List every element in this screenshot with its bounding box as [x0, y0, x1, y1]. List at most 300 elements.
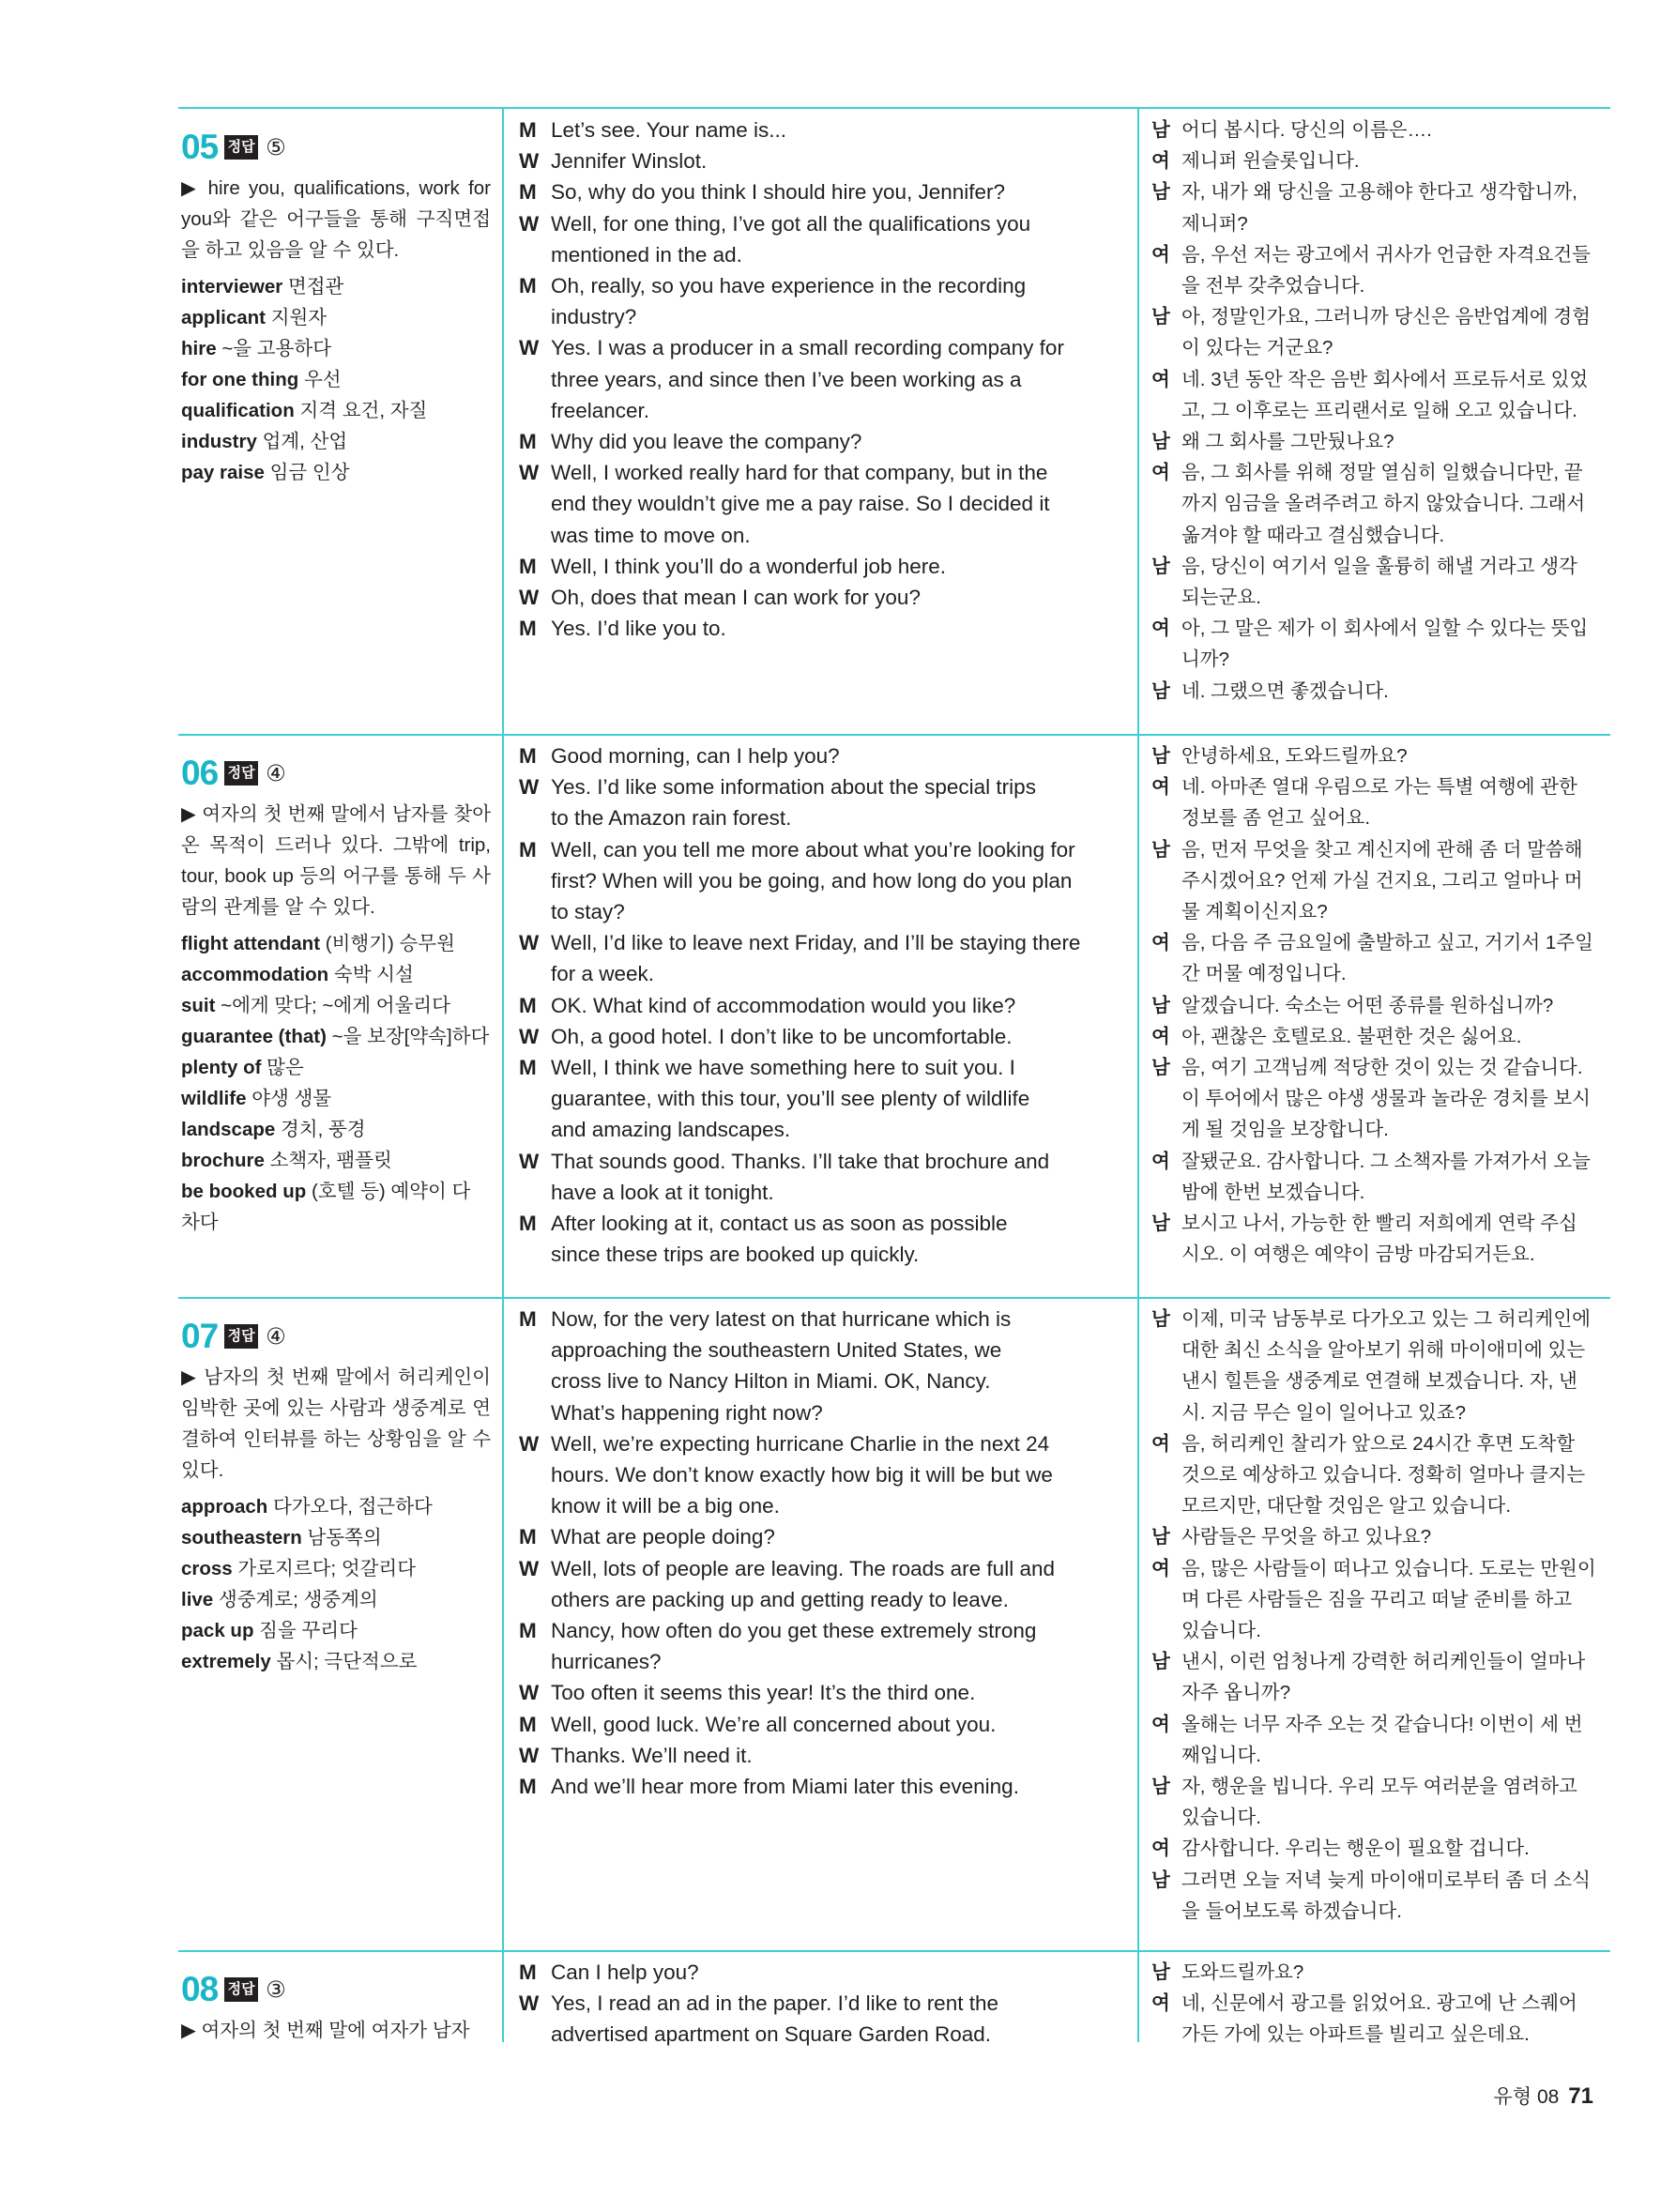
vocab-item: interviewer 면접관 [181, 276, 344, 297]
translation-line [1151, 1771, 1607, 1802]
vocab-item: accommodation 숙박 시설 [181, 964, 414, 985]
speaker-label [1151, 2019, 1181, 2050]
dialogue-line [519, 1957, 1120, 1988]
dialogue-line [519, 771, 1120, 802]
speaker-label [519, 301, 551, 332]
translation-line [1151, 1208, 1607, 1239]
dialogue-text: OK. What kind of accommodation would you like? [551, 993, 1016, 1017]
vocab-item: guarantee (that) ~을 보장[약속]하다 [181, 1026, 490, 1047]
translation-line [1151, 1490, 1607, 1521]
vocab-item: live 생중계로; 생중계의 [181, 1589, 378, 1610]
dialogue-line [519, 1584, 1120, 1615]
translation-text: 안녕하세요, 도와드릴까요? [1181, 745, 1408, 767]
dialogue-line [519, 270, 1120, 301]
dialogue-text: Well, I worked really hard for that company, but in the [551, 461, 1048, 485]
translation-line [1151, 176, 1607, 207]
translation-line [1151, 551, 1607, 582]
speaker-label [519, 958, 551, 989]
speaker-label [519, 1490, 551, 1521]
translation-line [1151, 1459, 1607, 1490]
translation-line [1151, 771, 1607, 802]
speaker-label: 여 [1151, 1432, 1170, 1455]
translation-text: 사람들은 무엇을 하고 있나요? [1181, 1526, 1432, 1548]
dialogue-text: three years, and since then I’ve been working as a [551, 367, 1022, 391]
translation-text: 제니퍼 윈슬롯입니다. [1181, 150, 1360, 173]
speaker-label [519, 1365, 551, 1396]
speaker-label [519, 1114, 551, 1145]
question-header [181, 740, 491, 799]
vocab-item: wildlife 야생 생물 [181, 1088, 332, 1109]
dialogue-text: Yes. I’d like some information about the special trips [551, 775, 1036, 800]
translation-text: 음, 많은 사람들이 떠나고 있습니다. 도로는 만원이 [1181, 1557, 1596, 1579]
section-divider [178, 734, 1610, 736]
translation-line [1151, 1021, 1607, 1052]
explanation-text: ▶ hire you, qualifications, work for you와 같은 어구들을 통해 구직면접을 하고 있음을 알 수 있다. [181, 177, 491, 261]
speaker-label: W [519, 1743, 540, 1767]
translation-text: 음, 허리케인 찰리가 앞으로 24시간 후면 도착할 [1181, 1432, 1576, 1455]
dialogue-text: Well, we’re expecting hurricane Charlie in the next 24 [551, 1431, 1050, 1456]
dialogue-column [519, 114, 1120, 644]
question-number: 05 [181, 128, 219, 166]
translation-text: 잘됐군요. 감사합니다. 그 소책자를 가져가서 오늘 [1181, 1150, 1591, 1172]
vocab-item: applicant 지원자 [181, 307, 328, 328]
vocab-item: plenty of 많은 [181, 1057, 304, 1078]
translation-line [1151, 1177, 1607, 1208]
dialogue-line [519, 1365, 1120, 1396]
translation-text: 네. 그랬으면 좋겠습니다. [1181, 679, 1389, 702]
translation-column [1151, 1304, 1607, 1927]
dialogue-line [519, 1335, 1120, 1365]
translation-text: 대한 최신 소식을 알아보기 위해 마이애미에 있는 [1181, 1339, 1586, 1362]
speaker-label: M [519, 1712, 537, 1736]
dialogue-text: and amazing landscapes. [551, 1118, 791, 1142]
speaker-label: M [519, 554, 537, 578]
speaker-label [1151, 1114, 1181, 1145]
dialogue-text: have a look at it tonight. [551, 1180, 774, 1204]
speaker-label [519, 520, 551, 551]
translation-line [1151, 958, 1607, 989]
translation-text: 이제, 미국 남동부로 다가오고 있는 그 허리케인에 [1181, 1308, 1591, 1330]
speaker-label [1151, 896, 1181, 927]
translation-line [1151, 395, 1607, 426]
speaker-label: 여 [1151, 1557, 1170, 1579]
speaker-label [1151, 1397, 1181, 1428]
vocab-item: approach 다가오다, 접근하다 [181, 1496, 433, 1518]
answer-mark: ④ [266, 760, 286, 786]
question-header [181, 1304, 491, 1362]
dialogue-text: Oh, does that mean I can work for you? [551, 586, 921, 610]
translation-line [1151, 613, 1607, 644]
dialogue-line [519, 1208, 1120, 1239]
translation-line [1151, 1957, 1607, 1988]
dialogue-line [519, 1052, 1120, 1083]
translation-text: 며 다른 사람들은 짐을 꾸리고 떠날 준비를 하고 [1181, 1588, 1573, 1610]
answer-badge: 정답 [224, 1324, 258, 1349]
speaker-label: M [519, 1056, 537, 1080]
dialogue-text: What’s happening right now? [551, 1400, 823, 1425]
dialogue-text: Yes. I was a producer in a small recording company for [551, 336, 1064, 360]
speaker-label: 여 [1151, 462, 1170, 484]
speaker-label: W [519, 1681, 540, 1705]
speaker-label [1151, 958, 1181, 989]
translation-line [1151, 1114, 1607, 1145]
dialogue-text: What are people doing? [551, 1525, 775, 1549]
speaker-label: M [519, 180, 537, 205]
dialogue-text: Well, I think we have something here to suit you. I [551, 1056, 1015, 1080]
vocab-item: cross 가로지르다; 엇갈리다 [181, 1558, 417, 1579]
dialogue-text: freelancer. [551, 398, 650, 422]
speaker-label [1151, 1459, 1181, 1490]
speaker-label: 남 [1151, 181, 1170, 204]
section-divider [178, 1297, 1610, 1299]
speaker-label: 여 [1151, 1025, 1170, 1047]
speaker-label: 남 [1151, 1776, 1170, 1798]
dialogue-line [519, 2019, 1120, 2050]
speaker-label [519, 802, 551, 833]
vocab-item: suit ~에게 맞다; ~에게 어울리다 [181, 995, 450, 1016]
dialogue-line [519, 145, 1120, 176]
speaker-label [519, 1083, 551, 1114]
speaker-label [1151, 1335, 1181, 1365]
speaker-label: 남 [1151, 994, 1170, 1016]
translation-text: 음, 그 회사를 위해 정말 열심히 일했습니다만, 끝 [1181, 462, 1583, 484]
speaker-label [1151, 395, 1181, 426]
dialogue-line [519, 740, 1120, 771]
translation-text: 음, 우선 저는 광고에서 귀사가 언급한 자격요건들 [1181, 243, 1591, 266]
translation-line [1151, 239, 1607, 270]
dialogue-text: mentioned in the ad. [551, 242, 742, 267]
dialogue-text: Well, good luck. We’re all concerned about you. [551, 1712, 997, 1736]
translation-line [1151, 1988, 1607, 2019]
translation-text: 보시고 나서, 가능한 한 빨리 저희에게 연락 주십 [1181, 1213, 1577, 1235]
translation-text: 감사합니다. 우리는 행운이 필요할 겁니다. [1181, 1838, 1530, 1860]
translation-line [1151, 1677, 1607, 1708]
section-divider [178, 107, 1610, 109]
translation-line [1151, 1521, 1607, 1552]
translation-line [1151, 740, 1607, 771]
translation-text: 가든 가에 있는 아파트를 빌리고 싶은데요. [1181, 2023, 1530, 2046]
answer-mark: ⑤ [266, 134, 286, 160]
speaker-label: 여 [1151, 1838, 1170, 1860]
speaker-label: 여 [1151, 150, 1170, 173]
speaker-label [519, 2019, 551, 2050]
speaker-label [1151, 1239, 1181, 1270]
translation-text: 그러면 오늘 저녁 늦게 마이애미로부터 좀 더 소식 [1181, 1869, 1591, 1891]
dialogue-line [519, 958, 1120, 989]
footer-label: 유형 08 [1493, 2086, 1560, 2108]
vocab-list [181, 271, 491, 488]
dialogue-text: to stay? [551, 900, 625, 924]
dialogue-text: Too often it seems this year! It’s the third one. [551, 1681, 976, 1705]
translation-line [1151, 865, 1607, 896]
speaker-label [519, 239, 551, 270]
translation-line [1151, 270, 1607, 301]
speaker-label: 여 [1151, 1150, 1170, 1172]
dialogue-line [519, 1177, 1120, 1208]
dialogue-text: was time to move on. [551, 523, 751, 547]
explanation-column [181, 1304, 491, 1677]
dialogue-text: Nancy, how often do you get these extremely strong [551, 1619, 1037, 1643]
speaker-label [519, 896, 551, 927]
vocab-list [181, 1491, 491, 1677]
dialogue-line [519, 802, 1120, 833]
translation-text: 자, 내가 왜 당신을 고용해야 한다고 생각합니까, [1181, 181, 1577, 204]
question-number: 08 [181, 1970, 219, 2008]
dialogue-text: Oh, a good hotel. I don’t like to be uncomfortable. [551, 1024, 1013, 1048]
translation-text: 을 들어보도록 하겠습니다. [1181, 1899, 1402, 1922]
translation-text: 정보를 좀 얻고 싶어요. [1181, 807, 1371, 830]
vocab-list [181, 928, 491, 1238]
translation-line [1151, 1709, 1607, 1740]
question-header [181, 114, 491, 173]
speaker-label [519, 395, 551, 426]
dialogue-line [519, 613, 1120, 644]
vocab-item: landscape 경치, 풍경 [181, 1119, 366, 1140]
dialogue-line [519, 457, 1120, 488]
speaker-label [519, 1239, 551, 1270]
translation-line [1151, 990, 1607, 1021]
dialogue-line [519, 1428, 1120, 1459]
translation-text: 네. 3년 동안 작은 음반 회사에서 프로듀서로 있었 [1181, 368, 1589, 390]
speaker-label: M [519, 1619, 537, 1643]
speaker-label: W [519, 336, 540, 360]
translation-text: 있습니다. [1181, 1807, 1261, 1829]
vocab-item: industry 업계, 산업 [181, 431, 348, 452]
vocab-item: for one thing 우선 [181, 369, 342, 390]
speaker-label [519, 1584, 551, 1615]
dialogue-text: Well, I think you’ll do a wonderful job here. [551, 554, 947, 578]
dialogue-text: cross live to Nancy Hilton in Miami. OK, Nancy. [551, 1369, 991, 1394]
vocab-item: hire ~을 고용하다 [181, 338, 331, 359]
translation-text: 게 될 것임을 보장합니다. [1181, 1119, 1389, 1141]
dialogue-text: end they wouldn’t give me a pay raise. So I decided it [551, 492, 1050, 516]
dialogue-line [519, 1771, 1120, 1802]
translation-line [1151, 1335, 1607, 1365]
explanation-column [181, 1957, 491, 2052]
page-footer [1494, 2082, 1593, 2110]
dialogue-line [519, 1239, 1120, 1270]
speaker-label: 남 [1151, 555, 1170, 577]
translation-text: 음, 먼저 무엇을 찾고 계신지에 관해 좀 더 말씀해 [1181, 838, 1583, 861]
translation-column [1151, 1957, 1607, 2051]
speaker-label [1151, 270, 1181, 301]
speaker-label: W [519, 1024, 540, 1048]
speaker-label: M [519, 118, 537, 142]
column-divider [1137, 107, 1139, 2042]
translation-text: 을 전부 갖추었습니다. [1181, 275, 1365, 297]
translation-text: 알겠습니다. 숙소는 어떤 종류를 원하십니까? [1181, 994, 1554, 1016]
dialogue-text: since these trips are booked up quickly. [551, 1243, 920, 1267]
translation-text: 이 투어에서 많은 야생 생물과 놀라운 경치를 보시 [1181, 1088, 1591, 1110]
translation-line [1151, 145, 1607, 176]
dialogue-line [519, 1459, 1120, 1490]
dialogue-line [519, 990, 1120, 1021]
dialogue-text: And we’ll hear more from Miami later this evening. [551, 1775, 1019, 1799]
dialogue-line [519, 896, 1120, 927]
dialogue-line [519, 426, 1120, 457]
dialogue-text: Yes, I read an ad in the paper. I’d like to rent the [551, 1991, 998, 2016]
speaker-label: M [519, 1775, 537, 1799]
translation-line [1151, 1646, 1607, 1677]
speaker-label: M [519, 1960, 537, 1984]
speaker-label [1151, 802, 1181, 833]
translation-text: 자, 행운을 빕니다. 우리 모두 여러분을 염려하고 [1181, 1776, 1577, 1798]
translation-text: 시오. 이 여행은 예약이 금방 마감되거든요. [1181, 1243, 1535, 1266]
dialogue-line [519, 1553, 1120, 1584]
dialogue-text: hours. We don’t know exactly how big it will be but we [551, 1463, 1053, 1487]
speaker-label: M [519, 744, 537, 768]
page-number: 71 [1568, 2083, 1593, 2109]
dialogue-text: approaching the southeastern United States, we [551, 1338, 1002, 1363]
translation-line [1151, 1740, 1607, 1771]
translation-text: 왜 그 회사를 그만뒀나요? [1181, 431, 1394, 453]
dialogue-text: industry? [551, 305, 637, 329]
dialogue-line [519, 1709, 1120, 1740]
translation-line [1151, 644, 1607, 675]
dialogue-text: first? When will you be going, and how long do you plan [551, 868, 1073, 892]
speaker-label [1151, 1365, 1181, 1396]
translation-text: 주시겠어요? 언제 가실 건지요, 그리고 얼마나 머 [1181, 869, 1583, 892]
dialogue-text: That sounds good. Thanks. I’ll take that brochure and [551, 1149, 1050, 1173]
dialogue-line [519, 301, 1120, 332]
dialogue-line [519, 208, 1120, 239]
translation-line [1151, 457, 1607, 488]
translation-line [1151, 2019, 1607, 2050]
speaker-label: M [519, 1307, 537, 1331]
translation-line [1151, 114, 1607, 145]
speaker-label: 남 [1151, 431, 1170, 453]
translation-line [1151, 208, 1607, 239]
speaker-label: 남 [1151, 838, 1170, 861]
dialogue-line [519, 1615, 1120, 1646]
speaker-label: W [519, 1556, 540, 1580]
dialogue-line [519, 927, 1120, 958]
speaker-label: 여 [1151, 618, 1170, 640]
translation-text: 물 계획이신지요? [1181, 901, 1328, 923]
answer-badge: 정답 [224, 135, 258, 160]
speaker-label: M [519, 993, 537, 1017]
speaker-label: M [519, 430, 537, 454]
explanation-column [181, 114, 491, 488]
dialogue-line [519, 488, 1120, 519]
dialogue-line [519, 1021, 1120, 1052]
speaker-label [1151, 488, 1181, 519]
speaker-label: 남 [1151, 745, 1170, 767]
explanation-text: ▶ 여자의 첫 번째 말에서 남자를 찾아온 목적이 드러나 있다. 그밖에 trip, tour, book up 등의 어구를 통해 두 사람의 관계를 알 수 있다. [181, 803, 491, 918]
dialogue-text: know it will be a big one. [551, 1494, 780, 1518]
translation-text: 되는군요. [1181, 587, 1261, 609]
translation-text: 째입니다. [1181, 1744, 1261, 1766]
translation-text: 까지 임금을 올려주려고 하지 않았습니다. 그래서 [1181, 493, 1586, 515]
speaker-label: M [519, 1525, 537, 1549]
speaker-label: 남 [1151, 119, 1170, 141]
translation-text: 음, 당신이 여기서 일을 훌륭히 해낼 거라고 생각 [1181, 555, 1577, 577]
translation-line [1151, 1083, 1607, 1114]
speaker-label: W [519, 775, 540, 800]
speaker-label: W [519, 1431, 540, 1456]
dialogue-line [519, 1521, 1120, 1552]
dialogue-text: After looking at it, contact us as soon as possible [551, 1212, 1008, 1236]
speaker-label: 남 [1151, 1213, 1170, 1235]
translation-text: 음, 여기 고객님께 적당한 것이 있는 것 같습니다. [1181, 1057, 1583, 1079]
dialogue-text: Good morning, can I help you? [551, 744, 840, 768]
speaker-label [1151, 520, 1181, 551]
dialogue-line [519, 582, 1120, 613]
speaker-label [519, 1459, 551, 1490]
translation-line [1151, 1365, 1607, 1396]
translation-line [1151, 1553, 1607, 1584]
dialogue-text: Can I help you? [551, 1960, 699, 1984]
speaker-label [1151, 1802, 1181, 1833]
answer-badge: 정답 [224, 1977, 258, 2002]
answer-badge: 정답 [224, 761, 258, 786]
translation-line [1151, 1304, 1607, 1335]
speaker-label: M [519, 837, 537, 862]
translation-line [1151, 1397, 1607, 1428]
speaker-label: W [519, 149, 540, 174]
speaker-label: M [519, 274, 537, 298]
translation-column [1151, 740, 1607, 1270]
speaker-label: 여 [1151, 368, 1170, 390]
vocab-item: pack up 짐을 꾸리다 [181, 1620, 358, 1641]
translation-line [1151, 1865, 1607, 1896]
dialogue-text: Now, for the very latest on that hurricane which is [551, 1307, 1012, 1331]
dialogue-text: Well, for one thing, I’ve got all the qualifications you [551, 211, 1031, 236]
dialogue-line [519, 520, 1120, 551]
dialogue-text: Let’s see. Your name is... [551, 118, 786, 142]
translation-text: 낸시, 이런 엄청나게 강력한 허리케인들이 얼마나 [1181, 1651, 1586, 1673]
translation-line [1151, 927, 1607, 958]
explanation-text: ▶ 남자의 첫 번째 말에서 허리케인이 임박한 곳에 있는 사람과 생중계로 연결하여 인터뷰를 하는 상황임을 알 수 있다. [181, 1366, 491, 1481]
dialogue-line [519, 332, 1120, 363]
translation-line [1151, 1802, 1607, 1833]
translation-text: 아, 괜찮은 호텔로요. 불편한 것은 싫어요. [1181, 1025, 1522, 1047]
dialogue-line [519, 1646, 1120, 1677]
dialogue-line [519, 239, 1120, 270]
translation-line [1151, 1052, 1607, 1083]
speaker-label [1151, 865, 1181, 896]
dialogue-line [519, 1490, 1120, 1521]
speaker-label: 남 [1151, 679, 1170, 702]
speaker-label: 남 [1151, 306, 1170, 328]
translation-line [1151, 364, 1607, 395]
dialogue-column [519, 1957, 1120, 2051]
question-number: 07 [181, 1317, 219, 1355]
section-divider [178, 1950, 1610, 1952]
speaker-label: 남 [1151, 1961, 1170, 1983]
translation-line [1151, 582, 1607, 613]
speaker-label: W [519, 1149, 540, 1173]
dialogue-line [519, 834, 1120, 865]
dialogue-line [519, 1988, 1120, 2019]
translation-text: 올해는 너무 자주 오는 것 같습니다! 이번이 세 번 [1181, 1713, 1583, 1735]
speaker-label [1151, 332, 1181, 363]
dialogue-text: to the Amazon rain forest. [551, 806, 792, 831]
translation-text: 낸시 힐튼을 생중계로 연결해 보겠습니다. 자, 낸 [1181, 1370, 1577, 1393]
speaker-label: 남 [1151, 1869, 1170, 1891]
vocab-item: southeastern 남동쪽의 [181, 1527, 382, 1548]
translation-line [1151, 1146, 1607, 1177]
vocab-item: brochure 소책자, 팸플릿 [181, 1150, 392, 1171]
dialogue-line [519, 1740, 1120, 1771]
dialogue-text: Jennifer Winslot. [551, 149, 708, 174]
speaker-label: W [519, 211, 540, 236]
dialogue-text: So, why do you think I should hire you, Jennifer? [551, 180, 1006, 205]
speaker-label: 남 [1151, 1651, 1170, 1673]
speaker-label [519, 488, 551, 519]
dialogue-text: others are packing up and getting ready to leave. [551, 1587, 1009, 1611]
translation-text: 제니퍼? [1181, 212, 1248, 235]
